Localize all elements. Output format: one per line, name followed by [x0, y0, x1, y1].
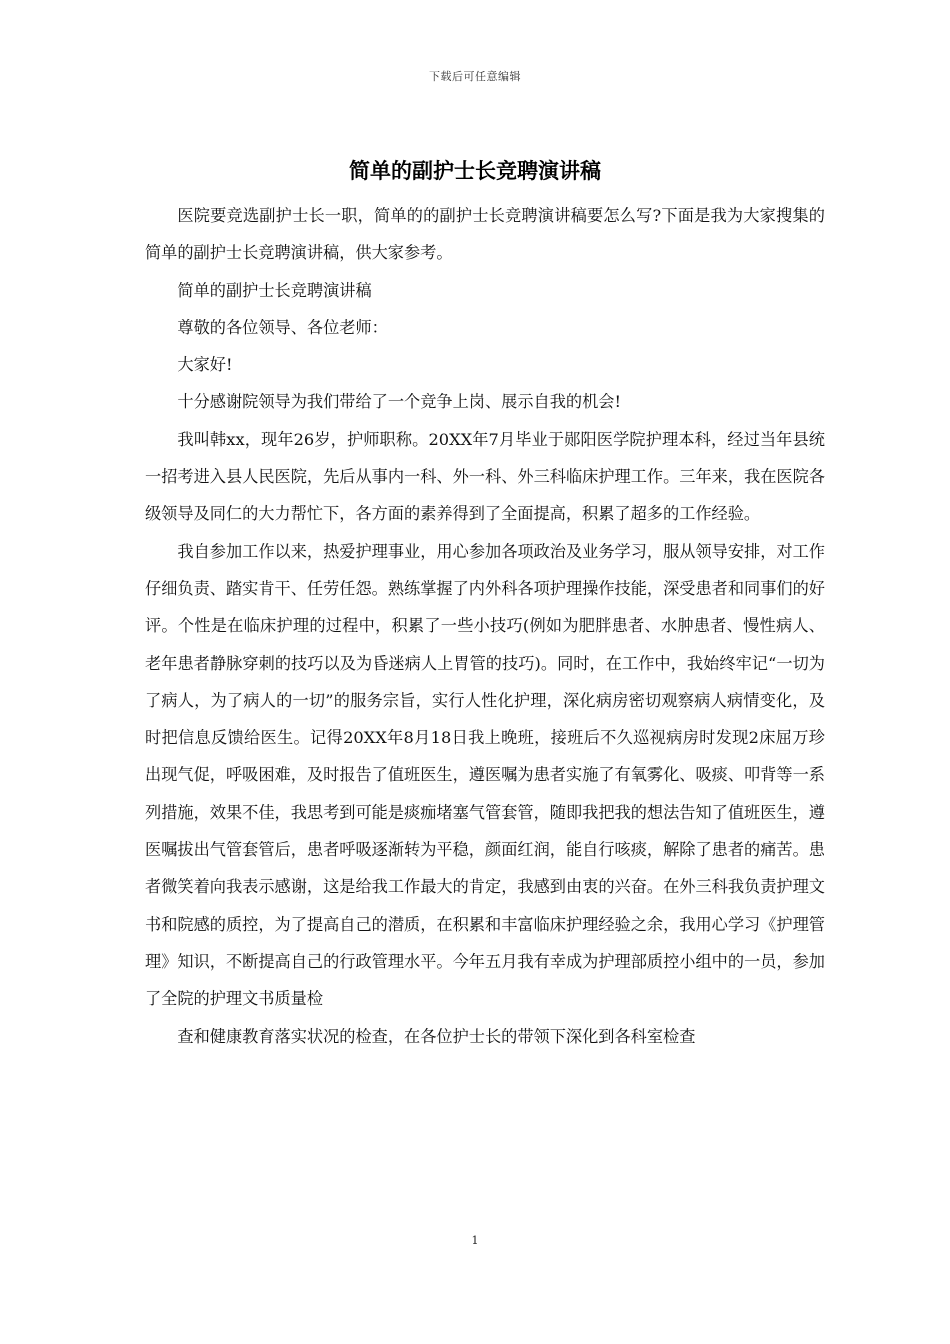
- paragraph: 尊敬的各位领导、各位老师：: [177, 317, 388, 337]
- paragraph: 我自参加工作以来，热爱护理事业，用心参加各项政治及业务学习，服从领导安排，对工作仔细负责、踏实肯干、任劳任怨。熟练掌握了内外科各项护理操作技能，深受患者和同事们的好评。个性是在临床护理的过程中，积累了一些小技巧(例如为肥胖患者、水肿患者、慢性病人、老年患者静脉穿刺的技巧以及为昏迷病人上胃管的技巧)。同时，在工作中，我始终牢记“一切为了病人，为了病人的一切”的服务宗旨，实行人性化护理，深化病房密切观察病人病情变化，及时把信息反馈给医生。记得20XX年8月18日我上晚班，接班后不久巡视病房时发现2床屈万珍出现气促，呼吸困难，及时报告了值班医生，遵医嘱为患者实施了有氧雾化、吸痰、叩背等一系列措施，效果不佳，我思考到可能是痰痂堵塞气管套管，随即我把我的想法告知了值班医生，遵医嘱拔出气管套管后，患者呼吸逐渐转为平稳，颜面红润，能自行咳痰，解除了患者的痛苦。患者微笑着向我表示感谢，这是给我工作最大的肯定，我感到由衷的兴奋。在外三科我负责护理文书和院感的质控，为了提高自己的潜质，在积累和丰富临床护理经验之余，我用心学习《护理管理》知识，不断提高自己的行政管理水平。今年五月我有幸成为护理部质控小组中的一员，参加了全院的护理文书质量检: [145, 541, 825, 1009]
- paragraph: 简单的副护士长竞聘演讲稿: [177, 280, 372, 300]
- paragraph: 我叫韩xx，现年26岁，护师职称。20XX年7月毕业于郧阳医学院护理本科，经过当年县统一招考进入县人民医院，先后从事内一科、外一科、外三科临床护理工作。三年来，我在医院各级领导及同仁的大力帮忙下，各方面的素养得到了全面提高，积累了超多的工作经验。: [145, 429, 825, 524]
- paragraph: 十分感谢院领导为我们带给了一个竞争上岗、展示自我的机会!: [177, 392, 621, 412]
- header-note: 下载后可任意编辑: [429, 70, 521, 83]
- page-number: 1: [471, 1234, 479, 1247]
- paragraph: 医院要竞选副护士长一职，简单的的副护士长竞聘演讲稿要怎么写?下面是我为大家搜集的简单的副护士长竞聘演讲稿，供大家参考。: [145, 206, 825, 263]
- document-title: 简单的副护士长竞聘演讲稿: [349, 158, 601, 183]
- document-body: [145, 197, 825, 1055]
- paragraph: 查和健康教育落实状况的检查，在各位护士长的带领下深化到各科室检查: [177, 1026, 696, 1046]
- paragraph: 大家好!: [177, 355, 233, 375]
